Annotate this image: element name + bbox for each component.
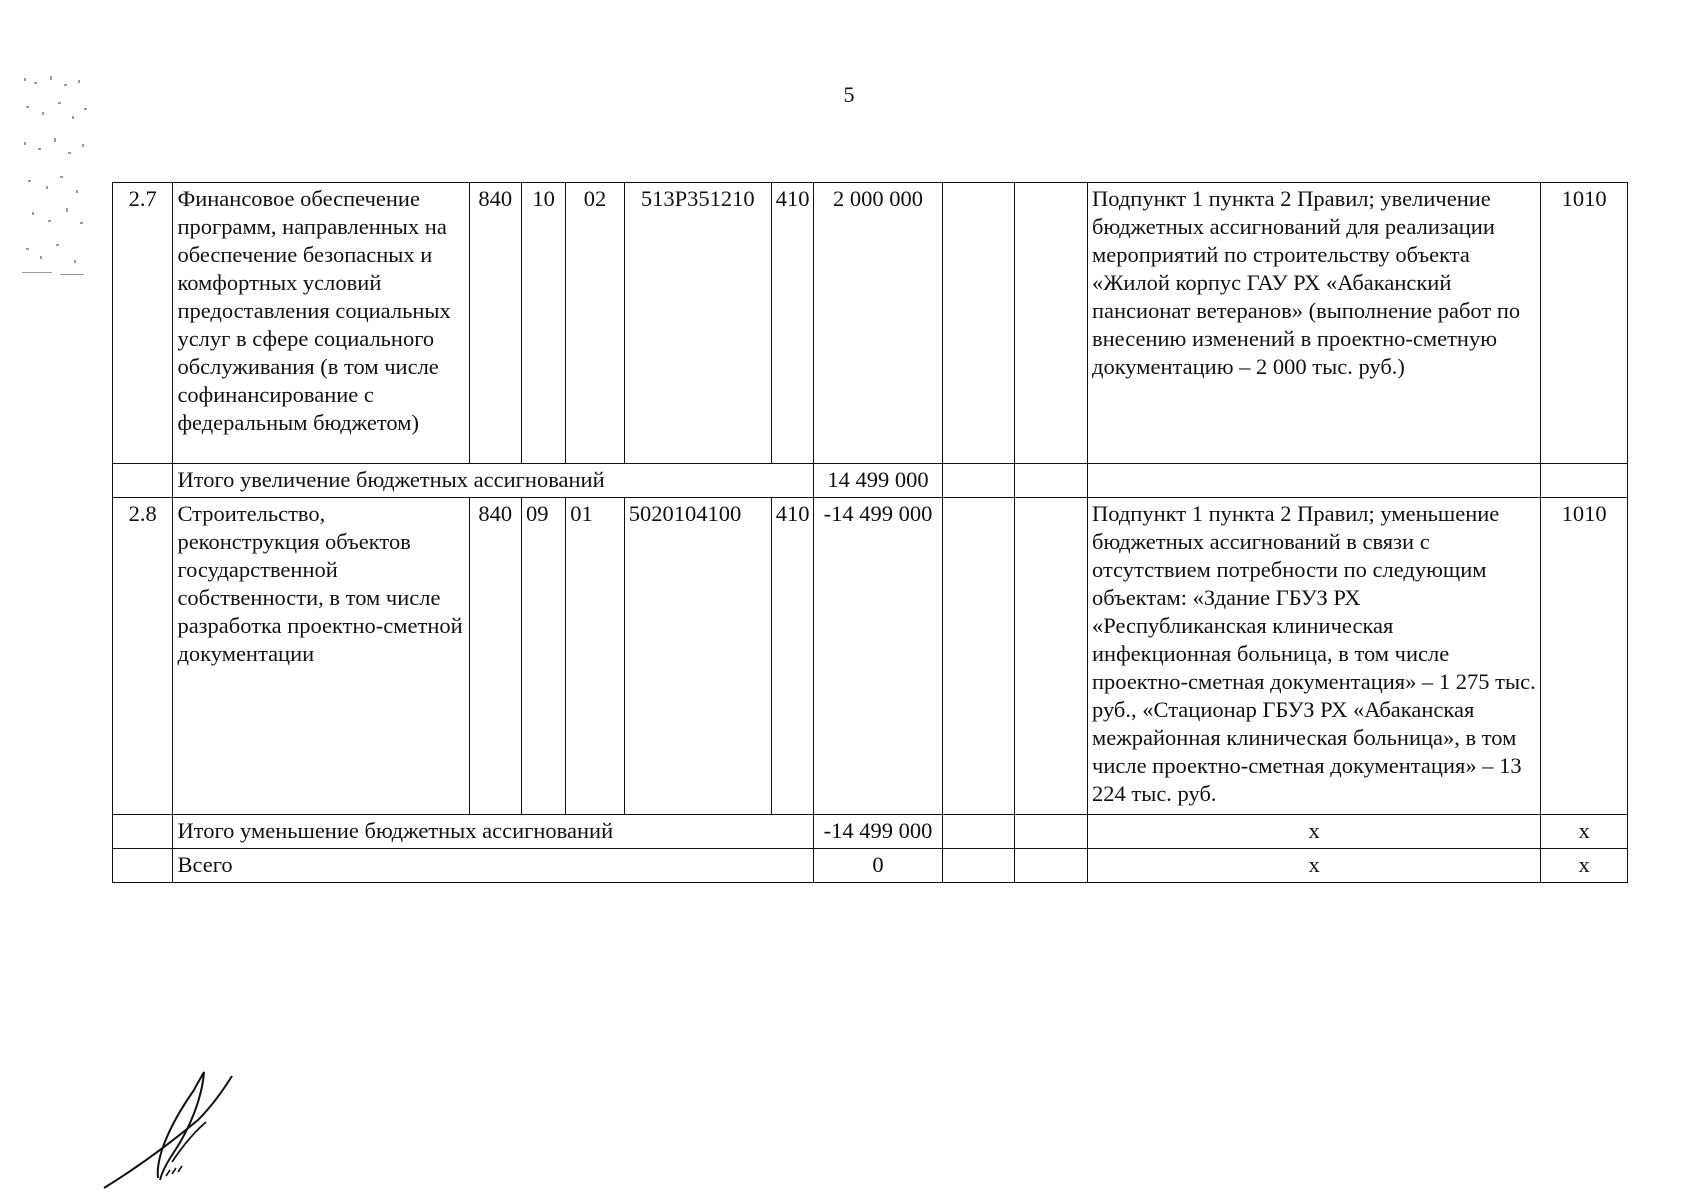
target-article-cell: 513Р351210 [624,183,771,464]
basis-cell: х [1088,815,1541,849]
budget-allocation-table [112,182,1628,883]
row-number-cell: 2.7 [113,183,173,464]
basis-cell: Подпункт 1 пункта 2 Правил; уменьшение бюджетных ассигнований в связи с отсутствием потребности по следующим объектам: «Здание ГБУЗ РХ «Республиканская клиническая инфекционная больница, в том числе проектно-сметная документация» – 1 275 тыс. руб., «Стационар ГБУЗ РХ «Абаканская межрайонная клиническая больница», в том числе проектно-сметная документация» – 13 224 тыс. руб. [1088,498,1541,815]
amount-current-year-cell: 0 [814,849,943,883]
margin-stamp-marks [20,72,92,282]
section-code-cell: 09 [521,498,565,815]
subsection-code-cell: 02 [566,183,624,464]
row-number-cell [113,815,173,849]
subsection-code-cell: 01 [566,498,624,815]
target-article-cell: 5020104100 [624,498,771,815]
row-number-cell: 2.8 [113,498,173,815]
code-cell: х [1541,849,1628,883]
amount-plan-year2-cell [1015,498,1088,815]
amount-plan-year2-cell [1015,464,1088,498]
amount-plan-year1-cell [942,815,1015,849]
expense-type-cell: 410 [771,498,813,815]
page-number: 5 [843,82,855,107]
table-row [113,183,1628,464]
basis-cell: Подпункт 1 пункта 2 Правил; увеличение бюджетных ассигнований для реализации мероприятий по строительству объекта «Жилой корпус ГАУ РХ «Абаканский пансионат ветеранов» (выполнение работ по внесению изменений в проектно-сметную документацию – 2 000 тыс. руб.) [1088,183,1541,464]
code-cell: 1010 [1541,183,1628,464]
row-number-cell [113,464,173,498]
grbs-code-cell: 840 [469,183,521,464]
grbs-code-cell: 840 [469,498,521,815]
basis-cell: х [1088,849,1541,883]
expense-name-cell: Строительство, реконструкция объектов государственной собственности, в том числе разработка проектно-сметной документации [173,498,469,815]
handwritten-signature [100,1068,236,1194]
expense-name-cell: Финансовое обеспечение программ, направленных на обеспечение безопасных и комфортных условий предоставления социальных услуг в сфере социального обслуживания (в том числе софинансирование с федеральным бюджетом) [173,183,469,464]
code-cell: 1010 [1541,498,1628,815]
table-row [113,498,1628,815]
amount-plan-year2-cell [1015,815,1088,849]
table-row-total [113,849,1628,883]
amount-plan-year1-cell [942,464,1015,498]
amount-current-year-cell: 2 000 000 [814,183,943,464]
amount-plan-year2-cell [1015,849,1088,883]
table-row-subtotal-decrease [113,815,1628,849]
table-row-subtotal-increase [113,464,1628,498]
subtotal-label-cell: Итого уменьшение бюджетных ассигнований [173,815,814,849]
amount-plan-year1-cell [942,183,1015,464]
expense-type-cell: 410 [771,183,813,464]
row-number-cell [113,849,173,883]
amount-current-year-cell: 14 499 000 [814,464,943,498]
amount-plan-year2-cell [1015,183,1088,464]
amount-current-year-cell: -14 499 000 [814,815,943,849]
amount-plan-year1-cell [942,498,1015,815]
subtotal-label-cell: Итого увеличение бюджетных ассигнований [173,464,814,498]
total-label-cell: Всего [173,849,814,883]
basis-cell [1088,464,1541,498]
amount-current-year-cell: -14 499 000 [814,498,943,815]
section-code-cell: 10 [521,183,565,464]
code-cell: х [1541,815,1628,849]
code-cell [1541,464,1628,498]
amount-plan-year1-cell [942,849,1015,883]
